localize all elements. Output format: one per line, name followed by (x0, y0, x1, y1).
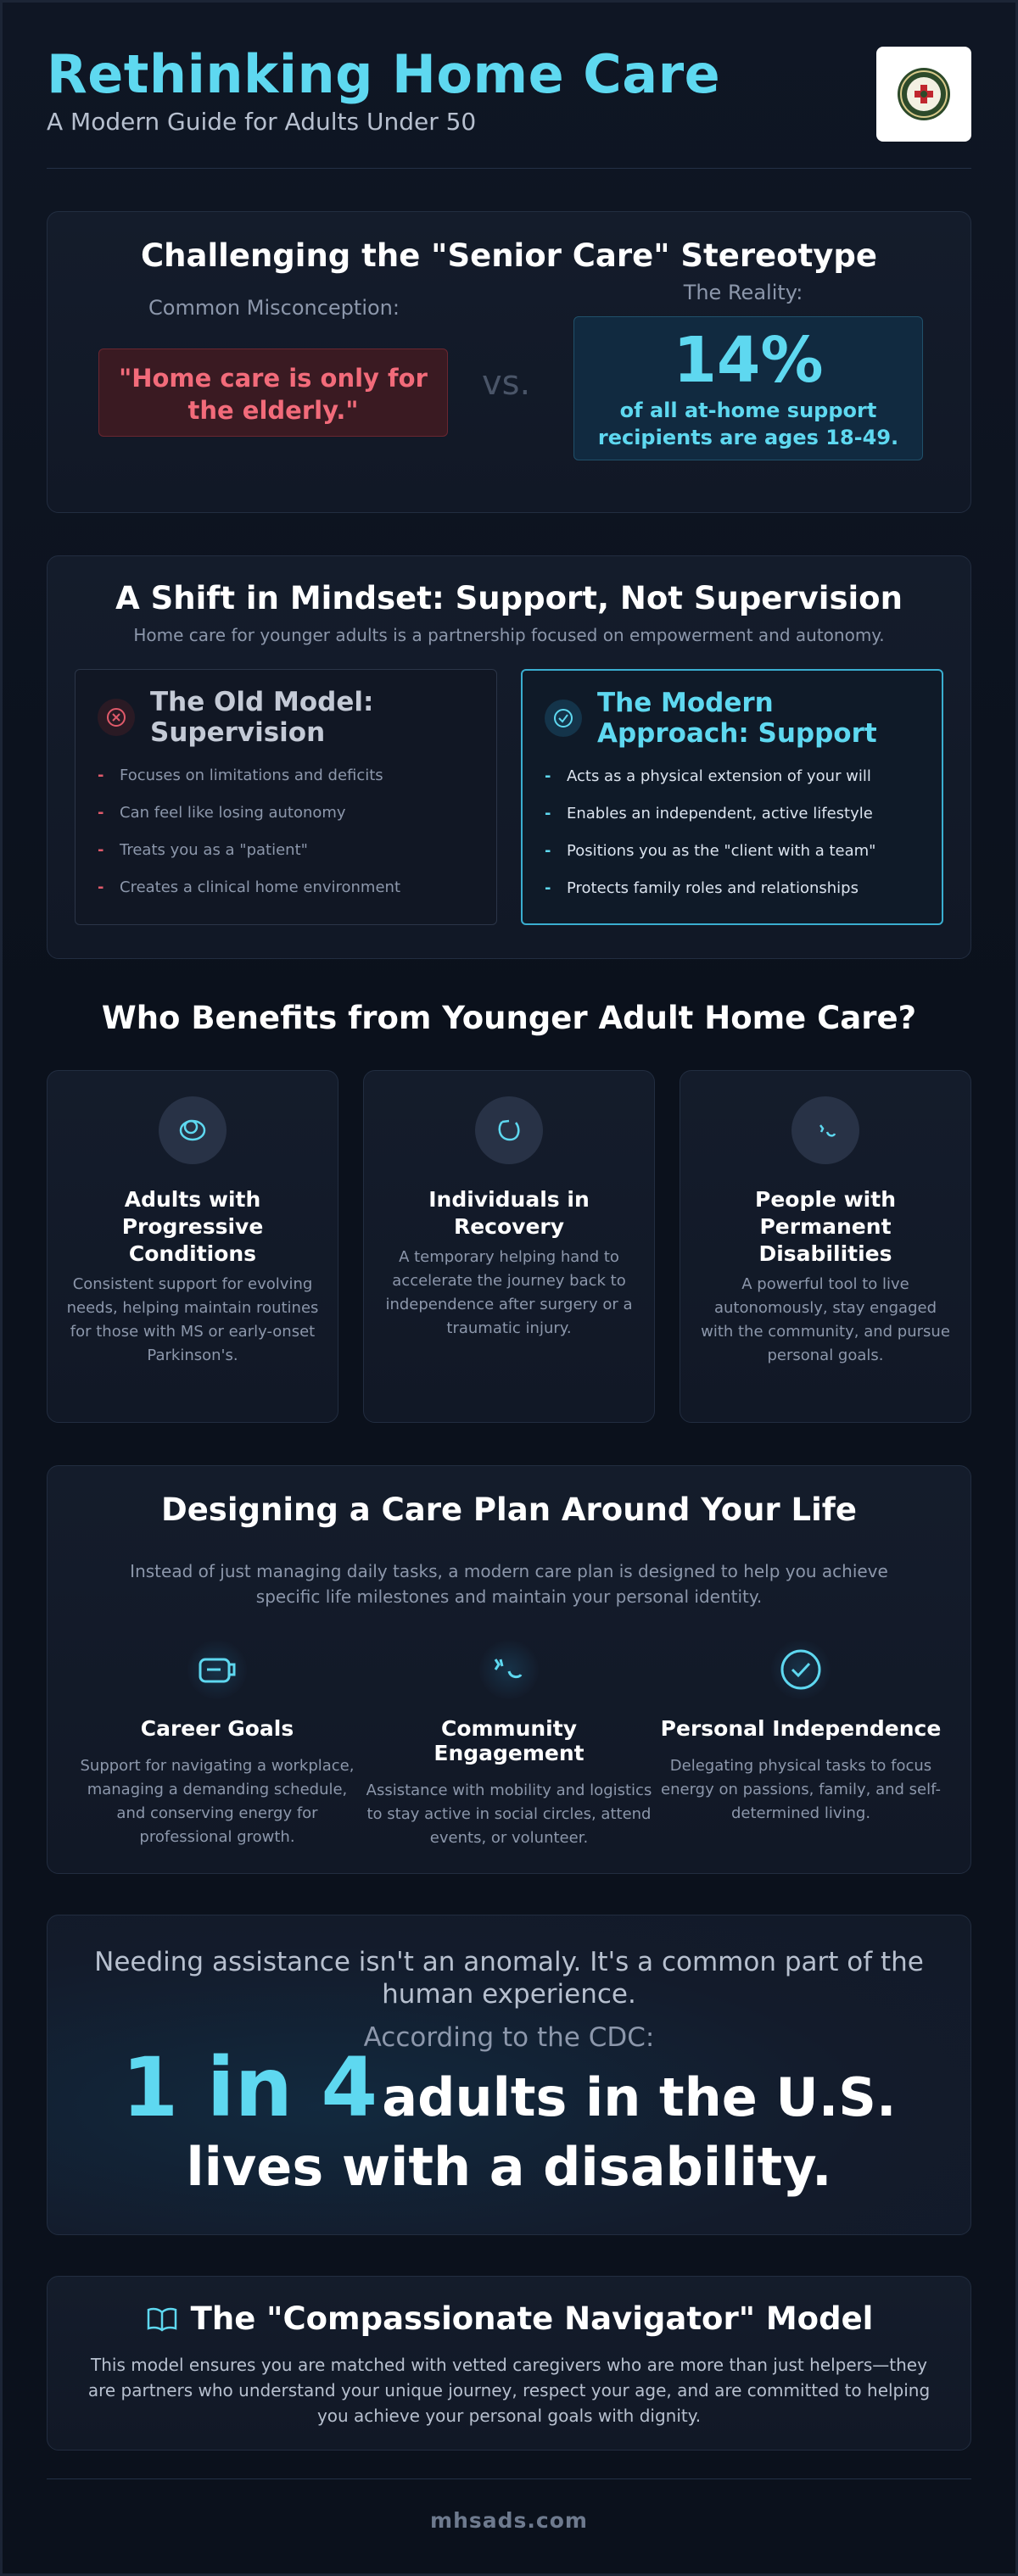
page-title: Rethinking Home Care (47, 43, 721, 105)
bullet: - (98, 804, 104, 822)
stereotype-section (47, 211, 971, 513)
list-item (98, 841, 474, 860)
old-model-card (75, 669, 497, 925)
stereotype-title: Challenging the "Senior Care" Stereotype (141, 237, 877, 274)
old-model-list (98, 767, 474, 897)
cdc-lead: Needing assistance isn't an anomaly. It's a common part of the human experience. (94, 1947, 924, 2010)
list-item (98, 804, 474, 822)
bullet: - (545, 879, 551, 897)
old-model-header (98, 687, 474, 748)
page-subtitle: A Modern Guide for Adults Under 50 (47, 108, 477, 136)
goal-title: Personal Independence (660, 1716, 942, 1741)
comparison-row (48, 274, 970, 486)
list-item (98, 767, 474, 785)
benefit-card-progressive (47, 1070, 338, 1423)
benefit-text: Consistent support for evolving needs, helping maintain routines for those with MS or early-onset Parkinson's. (66, 1275, 319, 1364)
benefit-card-disabilities (680, 1070, 971, 1423)
list-item (545, 879, 920, 898)
reality-stat: 14% (673, 324, 824, 397)
x-circle-icon (98, 699, 135, 736)
vs-label: vs. (482, 364, 531, 403)
header-text (47, 42, 720, 136)
list-item (98, 878, 474, 897)
care-plan-section (47, 1465, 971, 1874)
benefit-title: Adults with Progressive Conditions (121, 1187, 264, 1266)
model-columns (75, 669, 943, 925)
community-icon (479, 1640, 539, 1699)
bullet: - (98, 767, 104, 784)
benefit-text: A powerful tool to live autonomously, stay engaged with the community, and pursue personal goals. (701, 1275, 950, 1364)
benefits-title: Who Benefits from Younger Adult Home Care? (101, 1000, 917, 1036)
footer (47, 2478, 971, 2533)
goal-title: Community Engagement (433, 1716, 585, 1765)
goal-text: Assistance with mobility and logistics to stay active in social circles, attend events, or volunteer. (366, 1781, 652, 1847)
book-open-icon (145, 2305, 179, 2333)
goals-row (48, 1640, 970, 1850)
accessibility-icon (791, 1096, 859, 1164)
list-item-text: Protects family roles and relationships (567, 879, 859, 897)
reality-label: The Reality: (683, 281, 803, 304)
care-plan-title: Designing a Care Plan Around Your Life (161, 1492, 857, 1528)
benefits-cards (47, 1070, 971, 1423)
old-model-title: The Old Model: Supervision (150, 687, 374, 748)
reality-text: of all at-home support recipients are ages 18-49. (597, 399, 899, 449)
list-item (545, 842, 920, 861)
bullet: - (545, 842, 551, 860)
footer-site-link[interactable]: mhsads.com (430, 2508, 588, 2533)
briefcase-icon (187, 1640, 247, 1699)
benefit-title: People with Permanent Disabilities (755, 1187, 896, 1266)
mindset-section (47, 555, 971, 959)
recovery-icon (475, 1096, 543, 1164)
mindset-title: A Shift in Mindset: Support, Not Supervision (115, 580, 903, 616)
list-item-text: Can feel like losing autonomy (120, 804, 346, 822)
list-item-text: Positions you as the "client with a team" (567, 842, 876, 860)
new-model-list (545, 767, 920, 898)
cdc-stat-text-1: adults in the U.S. (382, 2066, 897, 2128)
logo (876, 47, 971, 142)
list-item-text: Acts as a physical extension of your will (567, 767, 871, 785)
navigator-header (48, 2300, 970, 2337)
new-model-card (521, 669, 943, 925)
check-circle-icon (545, 700, 582, 737)
navigator-text: This model ensures you are matched with vetted caregivers who are more than just helpers—they are partners who understand your unique journey, respect your age, and are committed to helping you achieve your personal goals with dignity. (87, 2355, 931, 2426)
cdc-stat (48, 2040, 970, 2209)
header (47, 3, 971, 169)
goal-text: Delegating physical tasks to focus energy on passions, family, and self-determined living. (661, 1757, 941, 1822)
mindset-subtitle: Home care for younger adults is a partnership focused on empowerment and autonomy. (133, 625, 885, 645)
benefit-title: Individuals in Recovery (428, 1187, 590, 1239)
cdc-stat-number: 1 in 4 (121, 2040, 378, 2135)
cdc-section (47, 1915, 971, 2235)
bullet: - (545, 767, 551, 785)
check-circle-icon (771, 1640, 831, 1699)
cdc-stat-text-2: lives with a disability. (186, 2136, 832, 2198)
list-item-text: Creates a clinical home environment (120, 878, 401, 896)
benefit-card-recovery (363, 1070, 655, 1423)
list-item-text: Focuses on limitations and deficits (120, 767, 383, 784)
list-item (545, 767, 920, 786)
seal-logo-icon (896, 66, 952, 122)
goal-independence (657, 1640, 945, 1850)
new-model-title: The Modern Approach: Support (597, 688, 877, 749)
bullet: - (98, 841, 104, 859)
benefit-text: A temporary helping hand to accelerate the journey back to independence after surgery or a traumatic injury. (385, 1248, 633, 1337)
goal-community (365, 1640, 653, 1850)
list-item (545, 805, 920, 823)
care-plan-intro: Instead of just managing daily tasks, a modern care plan is designed to help you achieve specific life milestones and maintain your personal identity. (130, 1561, 888, 1607)
list-item-text: Enables an independent, active lifestyle (567, 805, 873, 822)
misconception-label: Common Misconception: (148, 296, 400, 320)
navigator-title: The "Compassionate Navigator" Model (190, 2300, 874, 2337)
goal-text: Support for navigating a workplace, managing a demanding schedule, and conserving energy for professional growth. (80, 1757, 355, 1846)
goal-title: Career Goals (140, 1716, 294, 1741)
bullet: - (545, 805, 551, 822)
misconception-box: "Home care is only for the elderly." (98, 348, 448, 437)
list-item-text: Treats you as a "patient" (120, 841, 308, 859)
bullet: - (98, 878, 104, 896)
navigator-section (47, 2276, 971, 2451)
cdc-source: According to the CDC: (363, 2022, 655, 2053)
goal-career (73, 1640, 361, 1850)
reality-box (573, 316, 923, 460)
brain-icon (159, 1096, 227, 1164)
new-model-header (545, 688, 920, 749)
